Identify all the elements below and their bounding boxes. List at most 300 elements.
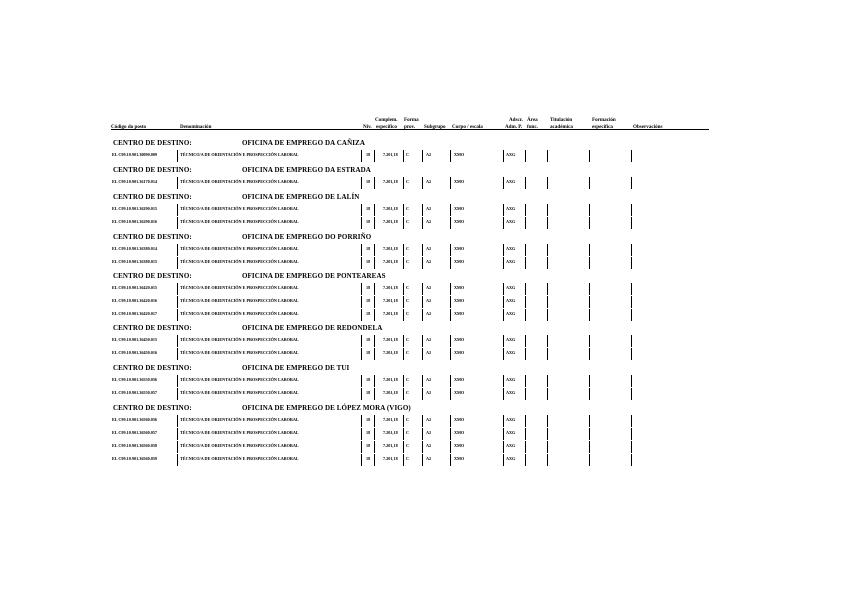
cell-denominacion: TÉCNICO/A DE ORIENTACIÓN E PROSPECCIÓN LABORAL bbox=[180, 430, 299, 435]
table-row bbox=[0, 177, 842, 189]
header-area-2: func. bbox=[527, 124, 538, 130]
column-divider bbox=[177, 283, 178, 295]
cell-forma: C bbox=[406, 377, 410, 382]
column-divider bbox=[450, 204, 451, 216]
cell-niv: 18 bbox=[366, 152, 371, 157]
column-divider bbox=[525, 335, 526, 347]
column-divider bbox=[374, 217, 375, 229]
table-row bbox=[0, 217, 842, 229]
cell-subgrupo: A2 bbox=[426, 298, 432, 303]
column-divider bbox=[403, 375, 404, 387]
cell-denominacion: TÉCNICO/A DE ORIENTACIÓN E PROSPECCIÓN LABORAL bbox=[180, 417, 299, 422]
cell-corpo: XMO bbox=[454, 430, 465, 435]
column-divider bbox=[503, 296, 504, 308]
cell-subgrupo: A2 bbox=[426, 219, 432, 224]
column-divider bbox=[547, 415, 548, 427]
column-divider bbox=[177, 335, 178, 347]
column-divider bbox=[631, 296, 632, 308]
column-divider bbox=[374, 296, 375, 308]
cell-denominacion: TÉCNICO/A DE ORIENTACIÓN E PROSPECCIÓN LABORAL bbox=[180, 443, 299, 448]
cell-subgrupo: A2 bbox=[426, 337, 432, 342]
column-divider bbox=[525, 309, 526, 321]
column-divider bbox=[361, 375, 362, 387]
column-divider bbox=[547, 177, 548, 189]
cell-niv: 18 bbox=[366, 179, 371, 184]
header-forma-2: prov. bbox=[404, 124, 416, 130]
cell-complem: 7.201,18 bbox=[383, 206, 398, 211]
column-divider bbox=[374, 375, 375, 387]
column-divider bbox=[403, 415, 404, 427]
column-divider bbox=[547, 428, 548, 440]
header-divider bbox=[111, 129, 709, 130]
column-divider bbox=[631, 204, 632, 216]
cell-corpo: XMO bbox=[454, 417, 465, 422]
column-divider bbox=[422, 204, 423, 216]
column-divider bbox=[403, 309, 404, 321]
table-row bbox=[0, 348, 842, 360]
header-codigo: Código do posto bbox=[111, 124, 147, 130]
column-divider bbox=[450, 150, 451, 162]
column-divider bbox=[589, 217, 590, 229]
column-divider bbox=[450, 415, 451, 427]
cell-codigo: EL C99.10.901.36420.017 bbox=[112, 311, 158, 316]
header-titulacion-1: Titulación bbox=[550, 117, 573, 123]
column-divider bbox=[589, 388, 590, 400]
cell-denominacion: TÉCNICO/A DE ORIENTACIÓN E PROSPECCIÓN LABORAL bbox=[180, 246, 299, 251]
cell-niv: 18 bbox=[366, 285, 371, 290]
column-divider bbox=[547, 375, 548, 387]
column-divider bbox=[503, 335, 504, 347]
column-divider bbox=[422, 150, 423, 162]
column-divider bbox=[422, 283, 423, 295]
cell-denominacion: TÉCNICO/A DE ORIENTACIÓN E PROSPECCIÓN LABORAL bbox=[180, 206, 299, 211]
column-divider bbox=[374, 257, 375, 269]
column-divider bbox=[525, 283, 526, 295]
cell-niv: 18 bbox=[366, 246, 371, 251]
column-divider bbox=[450, 335, 451, 347]
cell-adscr: AXG bbox=[506, 311, 516, 316]
cell-codigo: EL C99.10.901.36380.015 bbox=[112, 259, 158, 264]
cell-subgrupo: A2 bbox=[426, 285, 432, 290]
cell-subgrupo: A2 bbox=[426, 152, 432, 157]
column-divider bbox=[374, 348, 375, 360]
column-divider bbox=[374, 150, 375, 162]
cell-denominacion: TÉCNICO/A DE ORIENTACIÓN E PROSPECCIÓN LABORAL bbox=[180, 350, 299, 355]
column-divider bbox=[525, 217, 526, 229]
cell-subgrupo: A2 bbox=[426, 311, 432, 316]
column-divider bbox=[525, 296, 526, 308]
table-row bbox=[0, 244, 842, 256]
column-divider bbox=[631, 244, 632, 256]
column-divider bbox=[361, 204, 362, 216]
column-divider bbox=[525, 388, 526, 400]
column-divider bbox=[631, 309, 632, 321]
section-title bbox=[0, 324, 842, 334]
cell-subgrupo: A2 bbox=[426, 246, 432, 251]
column-divider bbox=[589, 454, 590, 466]
cell-codigo: EL C99.10.901.36450.015 bbox=[112, 337, 158, 342]
cell-corpo: XMO bbox=[454, 350, 465, 355]
column-divider bbox=[631, 428, 632, 440]
header-corpo: Corpo / escala bbox=[452, 124, 483, 130]
column-divider bbox=[547, 348, 548, 360]
table-row bbox=[0, 309, 842, 321]
column-divider bbox=[450, 428, 451, 440]
section-title bbox=[0, 166, 842, 176]
cell-codigo: EL C99.10.901.36550.057 bbox=[112, 390, 158, 395]
column-divider bbox=[403, 150, 404, 162]
column-divider bbox=[589, 348, 590, 360]
column-divider bbox=[422, 296, 423, 308]
column-divider bbox=[403, 441, 404, 453]
column-divider bbox=[503, 217, 504, 229]
column-divider bbox=[450, 244, 451, 256]
column-divider bbox=[547, 309, 548, 321]
column-divider bbox=[503, 415, 504, 427]
cell-niv: 18 bbox=[366, 377, 371, 382]
header-formacion-1: Formación bbox=[592, 117, 616, 123]
column-divider bbox=[422, 177, 423, 189]
cell-corpo: XMO bbox=[454, 337, 465, 342]
cell-forma: C bbox=[406, 179, 410, 184]
column-divider bbox=[503, 348, 504, 360]
cell-complem: 7.201,18 bbox=[383, 285, 398, 290]
column-divider bbox=[374, 415, 375, 427]
office-name: OFICINA DE EMPREGO DA ESTRADA bbox=[242, 166, 371, 174]
header-adscr-1: Adscr. bbox=[509, 117, 523, 123]
column-divider bbox=[361, 454, 362, 466]
table-row bbox=[0, 415, 842, 427]
column-divider bbox=[589, 296, 590, 308]
table-row bbox=[0, 428, 842, 440]
cell-complem: 7.201,18 bbox=[383, 430, 398, 435]
column-divider bbox=[361, 296, 362, 308]
column-divider bbox=[589, 283, 590, 295]
column-divider bbox=[177, 257, 178, 269]
cell-denominacion: TÉCNICO/A DE ORIENTACIÓN E PROSPECCIÓN LABORAL bbox=[180, 298, 299, 303]
table-row bbox=[0, 388, 842, 400]
cell-adscr: AXG bbox=[506, 206, 516, 211]
cell-subgrupo: A2 bbox=[426, 430, 432, 435]
cell-complem: 7.201,18 bbox=[383, 219, 398, 224]
cell-subgrupo: A2 bbox=[426, 417, 432, 422]
column-divider bbox=[547, 257, 548, 269]
column-divider bbox=[450, 296, 451, 308]
cell-forma: C bbox=[406, 219, 410, 224]
cell-subgrupo: A2 bbox=[426, 259, 432, 264]
header-formacion-2: específica bbox=[592, 124, 613, 130]
cell-complem: 7.201,18 bbox=[383, 298, 398, 303]
column-divider bbox=[422, 415, 423, 427]
column-divider bbox=[525, 257, 526, 269]
column-divider bbox=[503, 283, 504, 295]
column-divider bbox=[177, 244, 178, 256]
section-title bbox=[0, 404, 842, 414]
column-divider bbox=[177, 177, 178, 189]
column-divider bbox=[422, 441, 423, 453]
cell-denominacion: TÉCNICO/A DE ORIENTACIÓN E PROSPECCIÓN LABORAL bbox=[180, 259, 299, 264]
office-name: OFICINA DE EMPREGO DE LÓPEZ MORA (VIGO) bbox=[242, 404, 411, 412]
column-divider bbox=[525, 415, 526, 427]
cell-complem: 7.201,18 bbox=[383, 179, 398, 184]
column-divider bbox=[403, 454, 404, 466]
column-divider bbox=[177, 441, 178, 453]
column-divider bbox=[589, 244, 590, 256]
cell-adscr: AXG bbox=[506, 350, 516, 355]
cell-forma: C bbox=[406, 350, 410, 355]
column-divider bbox=[525, 441, 526, 453]
centro-destino-label: CENTRO DE DESTINO: bbox=[113, 233, 192, 241]
cell-subgrupo: A2 bbox=[426, 390, 432, 395]
column-divider bbox=[361, 244, 362, 256]
column-divider bbox=[177, 415, 178, 427]
column-divider bbox=[403, 217, 404, 229]
cell-complem: 7.201,18 bbox=[383, 246, 398, 251]
cell-corpo: XMO bbox=[454, 179, 465, 184]
column-divider bbox=[450, 283, 451, 295]
cell-codigo: EL C99.10.901.36290.016 bbox=[112, 219, 158, 224]
cell-codigo: EL C99.10.901.36420.016 bbox=[112, 298, 158, 303]
cell-codigo: EL C99.10.901.36560.059 bbox=[112, 456, 158, 461]
column-divider bbox=[374, 454, 375, 466]
column-divider bbox=[589, 415, 590, 427]
cell-niv: 18 bbox=[366, 430, 371, 435]
column-divider bbox=[450, 257, 451, 269]
column-divider bbox=[177, 217, 178, 229]
column-divider bbox=[525, 204, 526, 216]
column-divider bbox=[422, 428, 423, 440]
header-area-1: Área bbox=[527, 117, 538, 123]
column-divider bbox=[631, 348, 632, 360]
cell-forma: C bbox=[406, 430, 410, 435]
column-divider bbox=[525, 244, 526, 256]
cell-subgrupo: A2 bbox=[426, 443, 432, 448]
cell-denominacion: TÉCNICO/A DE ORIENTACIÓN E PROSPECCIÓN LABORAL bbox=[180, 179, 299, 184]
cell-denominacion: TÉCNICO/A DE ORIENTACIÓN E PROSPECCIÓN LABORAL bbox=[180, 152, 299, 157]
column-divider bbox=[361, 415, 362, 427]
column-divider bbox=[631, 177, 632, 189]
column-divider bbox=[589, 257, 590, 269]
cell-complem: 7.201,18 bbox=[383, 259, 398, 264]
column-divider bbox=[403, 348, 404, 360]
cell-codigo: EL C99.10.901.36380.014 bbox=[112, 246, 158, 251]
column-divider bbox=[422, 244, 423, 256]
column-divider bbox=[403, 428, 404, 440]
cell-corpo: XMO bbox=[454, 246, 465, 251]
column-divider bbox=[374, 441, 375, 453]
column-divider bbox=[361, 428, 362, 440]
column-divider bbox=[422, 375, 423, 387]
header-observacions: Observacións bbox=[633, 124, 663, 130]
column-divider bbox=[374, 244, 375, 256]
column-divider bbox=[631, 150, 632, 162]
column-divider bbox=[361, 217, 362, 229]
column-divider bbox=[422, 217, 423, 229]
office-name: OFICINA DE EMPREGO DO PORRIÑO bbox=[242, 233, 372, 241]
cell-adscr: AXG bbox=[506, 417, 516, 422]
column-divider bbox=[450, 375, 451, 387]
cell-forma: C bbox=[406, 311, 410, 316]
column-divider bbox=[503, 375, 504, 387]
cell-complem: 7.201,18 bbox=[383, 350, 398, 355]
cell-forma: C bbox=[406, 259, 410, 264]
column-divider bbox=[374, 335, 375, 347]
column-divider bbox=[547, 441, 548, 453]
column-divider bbox=[374, 309, 375, 321]
cell-adscr: AXG bbox=[506, 456, 516, 461]
cell-adscr: AXG bbox=[506, 390, 516, 395]
cell-forma: C bbox=[406, 298, 410, 303]
column-divider bbox=[177, 375, 178, 387]
column-divider bbox=[503, 309, 504, 321]
office-name: OFICINA DE EMPREGO DE LALÍN bbox=[242, 193, 360, 201]
header-forma-1: Forma bbox=[404, 117, 419, 123]
column-divider bbox=[589, 177, 590, 189]
column-divider bbox=[525, 428, 526, 440]
cell-codigo: EL C99.10.901.36550.056 bbox=[112, 377, 158, 382]
column-divider bbox=[547, 454, 548, 466]
column-divider bbox=[422, 257, 423, 269]
column-divider bbox=[589, 150, 590, 162]
cell-corpo: XMO bbox=[454, 298, 465, 303]
cell-forma: C bbox=[406, 417, 410, 422]
cell-subgrupo: A2 bbox=[426, 206, 432, 211]
cell-complem: 7.201,18 bbox=[383, 337, 398, 342]
header-complem-1: Complem. bbox=[375, 117, 398, 123]
header-subgrupo: Subgrupo bbox=[424, 124, 446, 130]
column-divider bbox=[503, 244, 504, 256]
table-row bbox=[0, 257, 842, 269]
column-divider bbox=[177, 309, 178, 321]
column-divider bbox=[177, 204, 178, 216]
cell-corpo: XMO bbox=[454, 390, 465, 395]
column-divider bbox=[422, 454, 423, 466]
cell-corpo: XMO bbox=[454, 285, 465, 290]
cell-corpo: XMO bbox=[454, 456, 465, 461]
centro-destino-label: CENTRO DE DESTINO: bbox=[113, 193, 192, 201]
office-name: OFICINA DE EMPREGO DA CAÑIZA bbox=[242, 139, 365, 147]
column-divider bbox=[525, 454, 526, 466]
column-divider bbox=[450, 217, 451, 229]
cell-corpo: XMO bbox=[454, 219, 465, 224]
column-divider bbox=[631, 257, 632, 269]
cell-codigo: EL C99.10.901.36560.056 bbox=[112, 417, 158, 422]
column-divider bbox=[403, 388, 404, 400]
column-divider bbox=[177, 454, 178, 466]
cell-niv: 18 bbox=[366, 337, 371, 342]
column-divider bbox=[177, 388, 178, 400]
office-name: OFICINA DE EMPREGO DE REDONDELA bbox=[242, 324, 383, 332]
table-row bbox=[0, 454, 842, 466]
cell-forma: C bbox=[406, 456, 410, 461]
cell-codigo: EL C99.10.901.36420.015 bbox=[112, 285, 158, 290]
column-divider bbox=[589, 375, 590, 387]
column-divider bbox=[374, 388, 375, 400]
column-divider bbox=[631, 415, 632, 427]
column-divider bbox=[589, 309, 590, 321]
centro-destino-label: CENTRO DE DESTINO: bbox=[113, 139, 192, 147]
table-row bbox=[0, 335, 842, 347]
cell-niv: 18 bbox=[366, 456, 371, 461]
cell-corpo: XMO bbox=[454, 206, 465, 211]
cell-corpo: XMO bbox=[454, 443, 465, 448]
cell-complem: 7.201,18 bbox=[383, 390, 398, 395]
column-divider bbox=[374, 177, 375, 189]
column-divider bbox=[403, 296, 404, 308]
column-divider bbox=[503, 388, 504, 400]
cell-denominacion: TÉCNICO/A DE ORIENTACIÓN E PROSPECCIÓN LABORAL bbox=[180, 311, 299, 316]
centro-destino-label: CENTRO DE DESTINO: bbox=[113, 404, 192, 412]
cell-codigo: EL C99.10.901.36450.016 bbox=[112, 350, 158, 355]
column-divider bbox=[422, 348, 423, 360]
cell-forma: C bbox=[406, 285, 410, 290]
cell-niv: 18 bbox=[366, 350, 371, 355]
cell-adscr: AXG bbox=[506, 179, 516, 184]
cell-forma: C bbox=[406, 443, 410, 448]
column-divider bbox=[361, 348, 362, 360]
cell-codigo: EL C99.10.901.36560.058 bbox=[112, 443, 158, 448]
column-divider bbox=[547, 388, 548, 400]
column-divider bbox=[503, 257, 504, 269]
column-divider bbox=[589, 428, 590, 440]
column-divider bbox=[547, 283, 548, 295]
column-divider bbox=[361, 441, 362, 453]
column-divider bbox=[503, 150, 504, 162]
column-divider bbox=[403, 177, 404, 189]
cell-denominacion: TÉCNICO/A DE ORIENTACIÓN E PROSPECCIÓN LABORAL bbox=[180, 456, 299, 461]
cell-adscr: AXG bbox=[506, 285, 516, 290]
cell-adscr: AXG bbox=[506, 219, 516, 224]
cell-subgrupo: A2 bbox=[426, 350, 432, 355]
section-title bbox=[0, 272, 842, 282]
cell-denominacion: TÉCNICO/A DE ORIENTACIÓN E PROSPECCIÓN LABORAL bbox=[180, 337, 299, 342]
column-divider bbox=[589, 441, 590, 453]
office-name: OFICINA DE EMPREGO DE TUI bbox=[242, 364, 350, 372]
column-divider bbox=[631, 217, 632, 229]
header-titulacion-2: académica bbox=[550, 124, 573, 130]
column-divider bbox=[631, 388, 632, 400]
column-divider bbox=[403, 257, 404, 269]
column-divider bbox=[374, 428, 375, 440]
cell-corpo: XMO bbox=[454, 311, 465, 316]
column-divider bbox=[631, 335, 632, 347]
column-divider bbox=[361, 177, 362, 189]
column-divider bbox=[525, 150, 526, 162]
column-divider bbox=[450, 177, 451, 189]
cell-codigo: EL C99.10.901.30090.009 bbox=[112, 152, 158, 157]
column-divider bbox=[631, 375, 632, 387]
cell-niv: 18 bbox=[366, 311, 371, 316]
column-divider bbox=[589, 204, 590, 216]
column-divider bbox=[403, 244, 404, 256]
cell-codigo: EL C99.10.901.36290.015 bbox=[112, 206, 158, 211]
cell-adscr: AXG bbox=[506, 443, 516, 448]
section-title bbox=[0, 193, 842, 203]
cell-adscr: AXG bbox=[506, 152, 516, 157]
column-divider bbox=[177, 296, 178, 308]
column-divider bbox=[403, 335, 404, 347]
column-divider bbox=[525, 348, 526, 360]
header-complem-2: específico bbox=[376, 124, 397, 130]
cell-niv: 18 bbox=[366, 259, 371, 264]
column-divider bbox=[422, 388, 423, 400]
cell-niv: 18 bbox=[366, 219, 371, 224]
column-divider bbox=[589, 335, 590, 347]
centro-destino-label: CENTRO DE DESTINO: bbox=[113, 364, 192, 372]
table-row bbox=[0, 204, 842, 216]
column-divider bbox=[450, 454, 451, 466]
cell-corpo: XMO bbox=[454, 377, 465, 382]
